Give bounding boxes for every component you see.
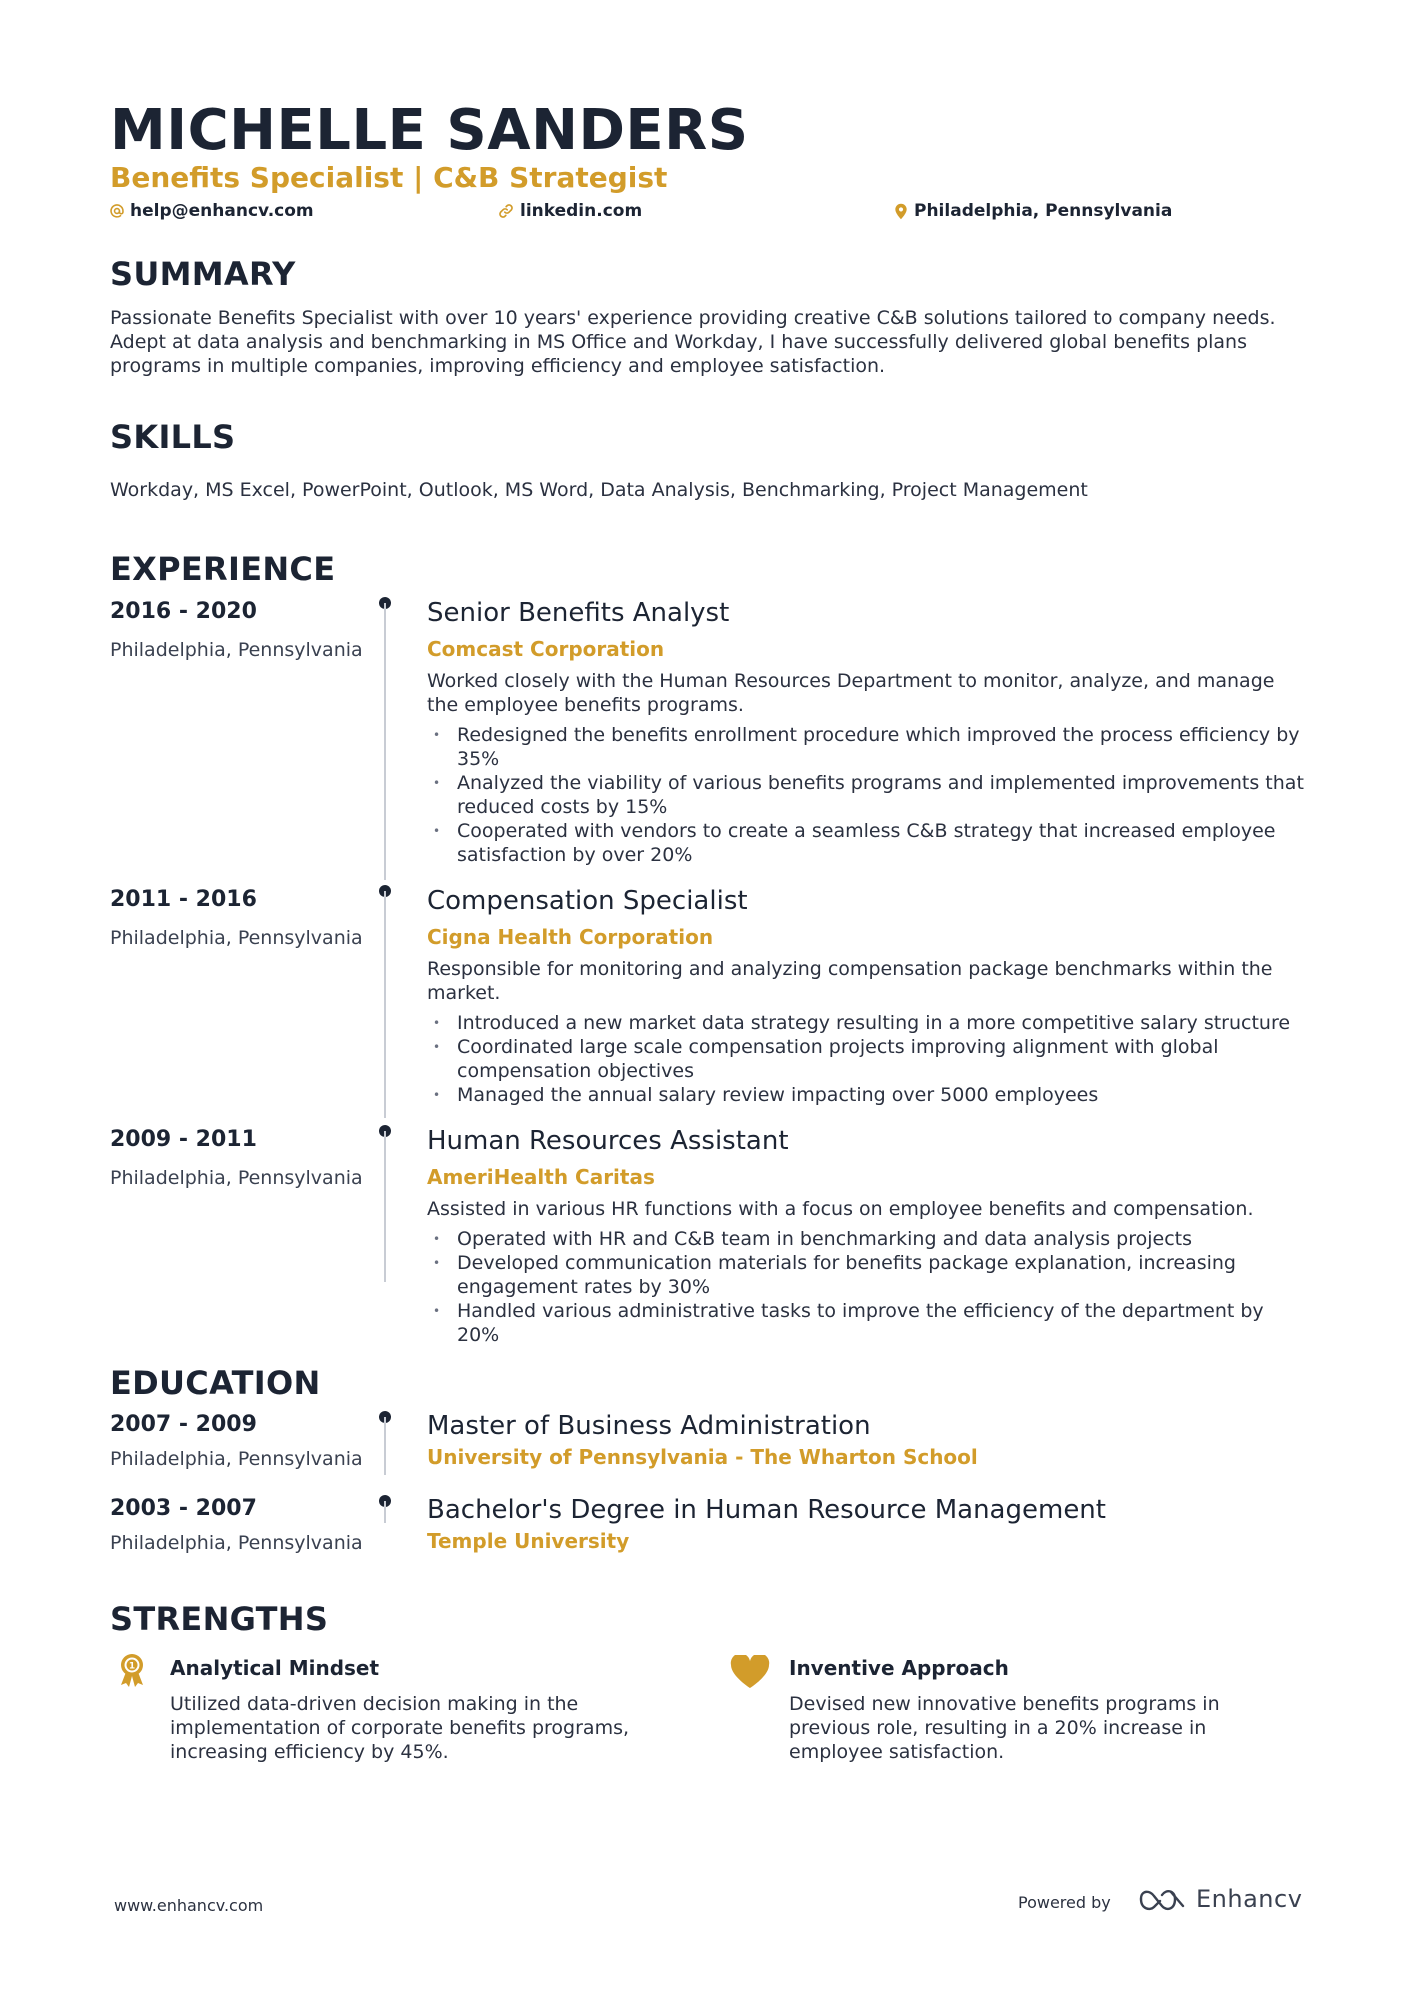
contact-location-text: Philadelphia, Pennsylvania bbox=[914, 201, 1173, 221]
experience-bullet: • Managed the annual salary review impacting over 5000 employees bbox=[427, 1083, 1307, 1107]
experience-bullet: • Coordinated large scale compensation projects improving alignment with global compensation objectives bbox=[427, 1035, 1307, 1083]
experience-bullet: • Developed communication materials for benefits package explanation, increasing engagement rates by 30% bbox=[427, 1251, 1307, 1299]
footer-website[interactable]: www.enhancv.com bbox=[114, 1896, 264, 1915]
education-degree: Bachelor's Degree in Human Resource Management bbox=[427, 1495, 1106, 1525]
experience-bullet: • Analyzed the viability of various benefits programs and implemented improvements that reduced costs by 15% bbox=[427, 771, 1307, 819]
at-icon bbox=[110, 204, 124, 218]
strength-description: Devised new innovative benefits programs in previous role, resulting in a 20% increase in employee satisfaction. bbox=[789, 1693, 1220, 1763]
contact-website[interactable] bbox=[498, 198, 642, 224]
contact-email[interactable] bbox=[110, 198, 314, 224]
contact-email-text[interactable]: help@enhancv.com bbox=[130, 201, 314, 221]
education-heading: EDUCATION bbox=[110, 1364, 321, 1402]
contact-website-text[interactable]: linkedin.com bbox=[520, 201, 643, 221]
candidate-name: MICHELLE SANDERS bbox=[110, 98, 749, 163]
experience-description: Responsible for monitoring and analyzing compensation package benchmarks within the market. bbox=[427, 958, 1273, 1004]
experience-bullet: • Redesigned the benefits enrollment procedure which improved the process efficiency by 35% bbox=[427, 723, 1307, 771]
svg-text:1: 1 bbox=[128, 1661, 136, 1672]
experience-bullet: • Cooperated with vendors to create a seamless C&B strategy that increased employee satisfaction by over 20% bbox=[427, 819, 1307, 867]
map-pin-icon bbox=[894, 203, 908, 220]
timeline-line bbox=[384, 891, 386, 1118]
timeline-line bbox=[384, 1131, 386, 1282]
education-dates: 2007 - 2009 bbox=[110, 1412, 257, 1437]
experience-role: Compensation Specialist bbox=[427, 886, 748, 916]
strengths-heading: STRENGTHS bbox=[110, 1600, 329, 1638]
experience-description: Assisted in various HR functions with a focus on employee benefits and compensation. bbox=[427, 1198, 1254, 1220]
timeline-line bbox=[384, 603, 386, 880]
experience-heading: EXPERIENCE bbox=[110, 550, 336, 588]
strength-description: Utilized data-driven decision making in the implementation of corporate benefits programs, increasing efficiency by 45%. bbox=[170, 1693, 630, 1763]
summary-heading: SUMMARY bbox=[110, 255, 296, 293]
enhancv-logo-icon bbox=[1138, 1886, 1186, 1912]
experience-location: Philadelphia, Pennsylvania bbox=[110, 927, 363, 949]
experience-bullets bbox=[427, 723, 1307, 867]
skills-text: Workday, MS Excel, PowerPoint, Outlook, MS Word, Data Analysis, Benchmarking, Project Management bbox=[110, 479, 1088, 501]
heart-icon bbox=[730, 1655, 770, 1693]
experience-company: Cigna Health Corporation bbox=[427, 925, 714, 949]
experience-role: Senior Benefits Analyst bbox=[427, 598, 730, 628]
education-location: Philadelphia, Pennsylvania bbox=[110, 1532, 363, 1554]
timeline-line bbox=[384, 1501, 386, 1523]
education-dates: 2003 - 2007 bbox=[110, 1496, 257, 1521]
link-icon bbox=[498, 203, 514, 219]
experience-dates: 2009 - 2011 bbox=[110, 1127, 257, 1152]
candidate-headline: Benefits Specialist | C&B Strategist bbox=[110, 161, 668, 194]
experience-dates: 2011 - 2016 bbox=[110, 887, 257, 912]
summary-text: Passionate Benefits Specialist with over 10 years' experience providing creative C&B solutions tailored to company needs. Adept at data analysis and benchmarking in MS Office and Workday, I have successfully delivered global benefits plans programs in multiple companies, improving efficiency and employee satisfaction. bbox=[110, 307, 1276, 377]
strength-title: Inventive Approach bbox=[789, 1656, 1009, 1680]
experience-bullet: • Handled various administrative tasks to improve the efficiency of the department by 20% bbox=[427, 1299, 1307, 1347]
timeline-line bbox=[384, 1417, 386, 1475]
experience-location: Philadelphia, Pennsylvania bbox=[110, 639, 363, 661]
experience-bullets bbox=[427, 1227, 1307, 1347]
experience-bullet: • Introduced a new market data strategy resulting in a more competitive salary structure bbox=[427, 1011, 1307, 1035]
skills-heading: SKILLS bbox=[110, 418, 236, 456]
experience-company: Comcast Corporation bbox=[427, 637, 665, 661]
education-location: Philadelphia, Pennsylvania bbox=[110, 1448, 363, 1470]
footer-brand: Enhancv bbox=[1196, 1885, 1303, 1913]
education-school: Temple University bbox=[427, 1529, 630, 1553]
experience-location: Philadelphia, Pennsylvania bbox=[110, 1167, 363, 1189]
award-ribbon-icon bbox=[116, 1652, 148, 1692]
footer-powered-by: Powered by bbox=[1018, 1893, 1111, 1912]
experience-bullet: • Operated with HR and C&B team in benchmarking and data analysis projects bbox=[427, 1227, 1307, 1251]
education-degree: Master of Business Administration bbox=[427, 1411, 871, 1441]
experience-role: Human Resources Assistant bbox=[427, 1126, 789, 1156]
strength-title: Analytical Mindset bbox=[170, 1656, 380, 1680]
experience-bullets bbox=[427, 1011, 1307, 1107]
experience-description: Worked closely with the Human Resources Department to monitor, analyze, and manage the employee benefits programs. bbox=[427, 670, 1275, 716]
enhancv-logo[interactable] bbox=[1138, 1885, 1302, 1913]
experience-company: AmeriHealth Caritas bbox=[427, 1165, 655, 1189]
experience-dates: 2016 - 2020 bbox=[110, 599, 257, 624]
contact-location bbox=[894, 198, 1172, 224]
education-school: University of Pennsylvania - The Wharton School bbox=[427, 1445, 978, 1469]
